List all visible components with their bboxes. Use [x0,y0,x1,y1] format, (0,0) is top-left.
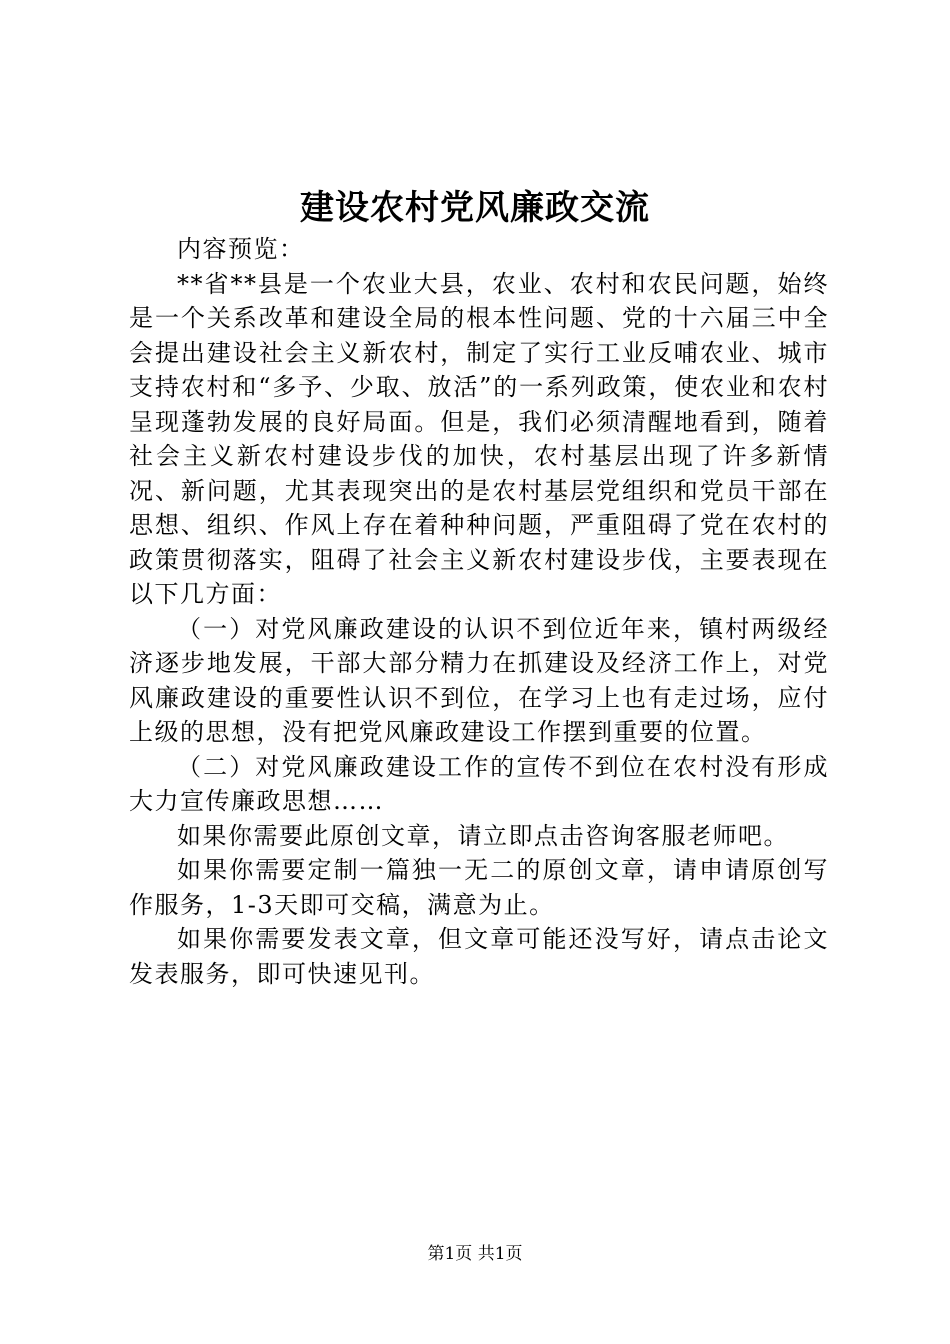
publishing-service-link[interactable]: 如果你需要发表文章，但文章可能还没写好，请点击论文发表服务，即可快速见刊。 [129,925,829,988]
intro-paragraph: **省**县是一个农业大县，农业、农村和农民问题，始终是一个关系改革和建设全局的根本性问题、党的十六届三中全会提出建设社会主义新农村，制定了实行工业反哺农业、城市支持农村和“多予、少取、放活”的一系列政策，使农业和农村呈现蓬勃发展的良好局面。但是，我们必须清醒地看到，随着社会主义新农村建设步伐的加快，农村基层出现了许多新情况、新问题，尤其表现突出的是农村基层党组织和党员干部在思想、组织、作风上存在着种种问题，严重阻碍了党在农村的政策贯彻落实，阻碍了社会主义新农村建设步伐，主要表现在以下几方面： [129,269,829,608]
preview-label: 内容预览： [177,235,305,263]
document-title: 建设农村党风廉政交流 [300,188,650,228]
custom-writing-link[interactable]: 如果你需要定制一篇独一无二的原创文章，请申请原创写作服务，1-3天即可交稿，满意为止。 [129,856,829,919]
document-body [129,232,829,991]
page-number-footer: 第1页 共1页 [427,1244,523,1264]
section-one-paragraph: （一）对党风廉政建设的认识不到位近年来，镇村两级经济逐步地发展，干部大部分精力在抓建设及经济工作上，对党风廉政建设的重要性认识不到位，在学习上也有走过场，应付上级的思想，没有把党风廉政建设工作摆到重要的位置。 [129,614,829,746]
consult-service-link[interactable]: 如果你需要此原创文章，请立即点击咨询客服老师吧。 [177,821,789,850]
section-two-paragraph: （二）对党风廉政建设工作的宣传不到位在农村没有形成大力宣传廉政思想…… [129,752,829,815]
